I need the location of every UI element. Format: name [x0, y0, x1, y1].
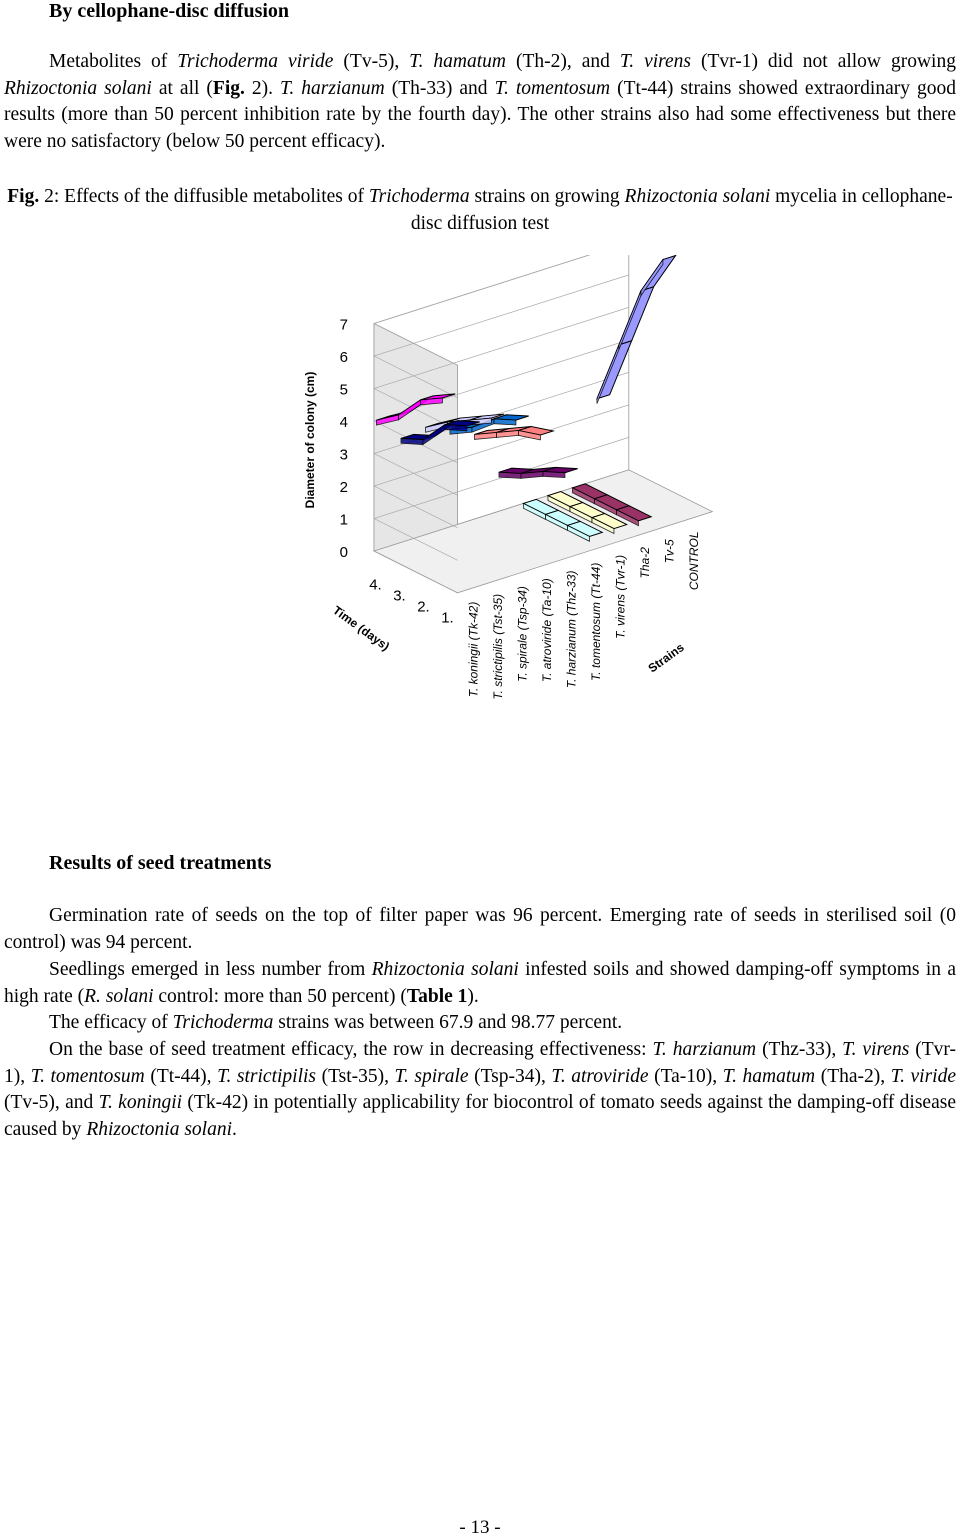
ribbon-edge [401, 438, 423, 444]
text-run: (Ta-10), [648, 1065, 723, 1087]
strain-tick-label: Tv-5 [662, 539, 677, 564]
text-run: T. tomentosum [30, 1065, 145, 1087]
text-run: Fig. [7, 186, 40, 207]
seed-paragraph-4 [4, 1037, 956, 1143]
section-heading-cellophane: By cellophane-disc diffusion [49, 0, 290, 22]
z-tick-label: 1 [339, 511, 348, 529]
ribbon-chart [280, 255, 720, 725]
text-run: T. viride [890, 1065, 957, 1087]
text-run: infested soils and showed damping-off symptoms in a high rate ( [4, 959, 956, 1007]
text-run: T. harzianum [280, 77, 385, 99]
z-tick-label: 6 [339, 349, 348, 366]
text-run: T. hamatum [409, 51, 506, 72]
text-run: T. hamatum [722, 1065, 816, 1087]
text-run: (Tha-2), [815, 1065, 891, 1087]
text-run: Fig. [212, 77, 245, 99]
text-run: (Thz-33), [756, 1039, 843, 1060]
text-run: (Tsp-34), [468, 1065, 552, 1087]
z-tick-label: 7 [339, 316, 348, 334]
strain-tick-label: Tha-2 [637, 547, 652, 579]
text-run: T. tomentosum [494, 77, 611, 99]
text-run: T. virens [842, 1039, 910, 1060]
day-tick-label: 2. [417, 598, 430, 616]
text-run: (Tvr-1) did not allow growing [691, 51, 956, 72]
text-run: T. strictipilis [217, 1065, 317, 1087]
day-tick-label: 3. [393, 587, 406, 605]
text-run: R. [84, 985, 101, 1007]
text-run: 2). [244, 77, 281, 99]
text-run: T. spirale [394, 1065, 469, 1087]
day-tick-label: 4. [369, 576, 382, 594]
text-run: (Tvr-1), [4, 1039, 956, 1087]
ribbon-edge [543, 471, 565, 477]
text-run: (Tk-42) in potentially applicability for biocontrol of tomato seeds against the damping-off disease caused by [4, 1092, 956, 1140]
text-run: On the base of seed treatment efficacy, the row in decreasing effectiveness: [49, 1039, 653, 1060]
seed-paragraph-1 [4, 903, 956, 956]
strain-tick-label: T. strictipilis (Tst-35) [490, 593, 505, 700]
text-run: ). [467, 985, 479, 1007]
text-run: The efficacy of [49, 1012, 173, 1033]
text-run: (Tt-44) strains showed extraordinary good results (more than 50 percent inhibition rate by the fourth day). The other strains also had some effectiveness but there were no satisfactory (below 50 percent efficacy). [4, 77, 956, 152]
text-run: Rhizoctonia solani [371, 959, 519, 980]
ribbon-edge [499, 472, 521, 478]
strain-tick-label: T. virens (Tvr-1) [613, 554, 628, 639]
text-run: at all ( [151, 77, 213, 99]
text-run: solani [105, 985, 154, 1007]
text-run: Rhizoctonia solani [624, 186, 771, 207]
text-run: (Tt-44), [144, 1065, 218, 1087]
strain-tick-label: CONTROL [686, 531, 701, 591]
seed-paragraph-2 [4, 957, 956, 1010]
text-run: strains was between 67.9 and 98.77 percent. [273, 1012, 623, 1033]
page-number: - 13 - [459, 1517, 501, 1538]
z-tick-label: 3 [339, 446, 348, 464]
strain-tick-label: T. koningii (Tk-42) [466, 601, 481, 698]
text-run: mycelia in cellophane-disc diffusion test [410, 186, 953, 234]
text-run: . [232, 1118, 237, 1140]
day-axis-label: Time (days) [330, 603, 393, 654]
text-run: Trichoderma [368, 186, 470, 207]
text-run: (Tv-5), [333, 51, 410, 72]
text-run: Rhizoctonia solani [86, 1118, 233, 1140]
text-run: (Tv-5), and [4, 1092, 99, 1113]
seed-paragraph-3 [4, 1010, 956, 1037]
text-run: Germination rate of seeds on the top of filter paper was 96 percent. Emerging rate of seeds in sterilised soil (0 control) was 94 percent. [4, 905, 956, 953]
text-run: 2: Effects of the diffusible metabolites of [39, 186, 369, 207]
strain-tick-label: T. spirale (Tsp-34) [515, 586, 530, 682]
z-tick-label: 4 [339, 414, 348, 431]
cellophane-paragraph [4, 49, 956, 155]
z-axis-label: Diameter of colony (cm) [303, 371, 317, 509]
strain-tick-label: T. harzianum (Thz-33) [564, 570, 579, 689]
text-run: Table 1 [406, 985, 468, 1007]
strain-tick-label: T. atroviride (Ta-10) [539, 578, 554, 683]
text-run: Trichoderma [172, 1012, 274, 1033]
text-run: T. harzianum [652, 1039, 757, 1060]
text-run: Trichoderma viride [177, 51, 334, 72]
text-run: control: more than 50 percent) ( [153, 985, 407, 1007]
text-run: strains on growing [469, 186, 625, 207]
strain-tick-label: T. tomentosum (Tt-44) [588, 562, 603, 681]
text-run: Seedlings emerged in less number from [49, 959, 372, 980]
text-run: T. atroviride [551, 1065, 649, 1087]
figure-caption [0, 183, 960, 237]
z-tick-label: 0 [339, 544, 348, 561]
text-run: Rhizoctonia solani [4, 77, 152, 99]
text-run: T. virens [619, 51, 691, 72]
text-run: T. koningii [98, 1092, 183, 1113]
z-tick-label: 5 [339, 381, 348, 399]
text-run: (Tst-35), [316, 1065, 395, 1087]
z-tick-label: 2 [339, 479, 348, 496]
text-run: Metabolites of [49, 51, 178, 72]
section-heading-seed-treatments: Results of seed treatments [49, 852, 272, 874]
ribbon-edge [445, 425, 467, 431]
text-run: (Th-2), and [506, 51, 620, 72]
strain-axis-label: Strains [645, 640, 687, 676]
ribbon-edge [494, 419, 516, 425]
text-run: (Th-33) and [384, 77, 495, 99]
day-tick-label: 1. [441, 609, 454, 627]
